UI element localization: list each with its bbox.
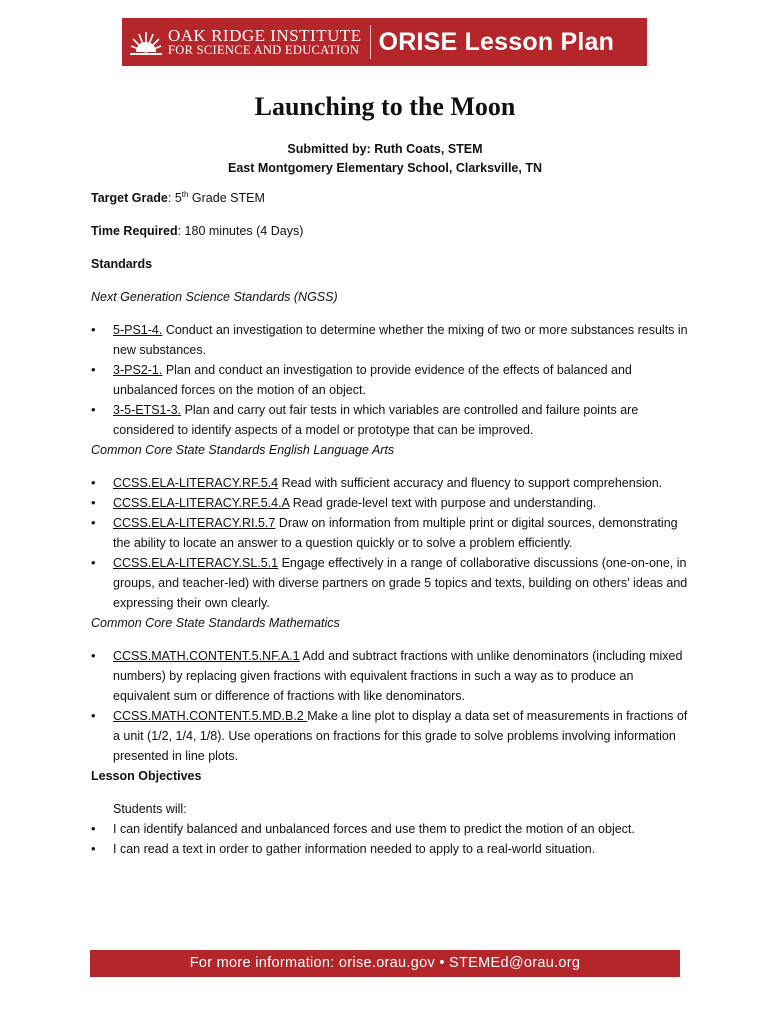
ela-item [91, 473, 691, 493]
ngss-item [91, 400, 691, 440]
ngss-item [91, 320, 691, 360]
objective-item: • I can identify balanced and unbalanced forces and use them to predict the motion of an object. [91, 819, 691, 839]
header-banner [122, 18, 647, 66]
math-list [91, 646, 691, 766]
standard-text: Draw on information from multiple print or digital sources, demonstrating the ability to locate an answer to a question quickly or to solve a problem efficiently. [113, 516, 678, 550]
orise-sun-logo-icon [130, 26, 162, 58]
banner-title: ORISE Lesson Plan [378, 27, 615, 56]
standard-text: Plan and conduct an investigation to provide evidence of the effects of balanced and unbalanced forces on the motion of an object. [113, 363, 632, 397]
standard-text: Add and subtract fractions with unlike denominators (including mixed numbers) by replacing given fractions with equivalent fractions in such a way as to produce an equivalent sum or difference of fractions with like denominators. [113, 649, 683, 703]
standards-heading: Standards [91, 257, 153, 271]
standard-text: Make a line plot to display a data set of measurements in fractions of a unit (1/2, 1/4, 1/8). Use operations on fractions for this grade to solve problems involving information presented in line plots. [113, 709, 688, 763]
ela-heading: Common Core State Standards English Language Arts [91, 443, 395, 457]
ela-item [91, 553, 691, 613]
institute-name [168, 27, 362, 58]
standard-code-link[interactable]: CCSS.MATH.CONTENT.5.NF.A.1 [113, 649, 300, 663]
target-grade-value: Grade STEM [188, 191, 265, 205]
target-grade-sep: : 5 [167, 191, 182, 205]
standard-code-link[interactable]: CCSS.ELA-LITERACY.RI.5.7 [113, 516, 276, 530]
banner-divider [370, 25, 371, 59]
standard-code-link[interactable]: 5-PS1-4. [113, 323, 163, 337]
school-name: East Montgomery Elementary School, Clarksville, TN [228, 161, 542, 175]
target-grade [91, 188, 691, 208]
standard-text: Read grade-level text with purpose and understanding. [289, 496, 597, 510]
standard-text: Engage effectively in a range of collaborative discussions (one-on-one, in groups, and teacher-led) with diverse partners on grade 5 topics and texts, building on others' ideas and expressing their own clearly. [113, 556, 688, 610]
ngss-heading: Next Generation Science Standards (NGSS) [91, 290, 338, 304]
lesson-title: Launching to the Moon [254, 92, 516, 121]
standard-text: Conduct an investigation to determine whether the mixing of two or more substances results in new substances. [113, 323, 688, 357]
objectives-intro: Students will: [113, 802, 187, 816]
standard-text: Plan and carry out fair tests in which variables are controlled and failure points are considered to identify aspects of a model or prototype that can be improved. [113, 403, 639, 437]
math-item [91, 706, 691, 766]
standard-code-link[interactable]: CCSS.MATH.CONTENT.5.MD.B.2 [113, 709, 308, 723]
objective-item: • I can read a text in order to gather information needed to apply to a real-world situation. [91, 839, 691, 859]
math-heading: Common Core State Standards Mathematics [91, 616, 340, 630]
ela-list [91, 473, 691, 613]
footer-banner: For more information: orise.orau.gov • STEMEd@orau.org [90, 950, 680, 977]
ela-item [91, 513, 691, 553]
target-grade-sup: th [181, 189, 189, 199]
submitted-by: Submitted by: Ruth Coats, STEM [287, 142, 483, 156]
time-required-label: Time Required [91, 224, 178, 238]
standard-text: Read with sufficient accuracy and fluency to support comprehension. [278, 476, 663, 490]
time-required [91, 221, 691, 241]
math-item [91, 646, 691, 706]
institute-name-line1: OAK RIDGE INSTITUTE [168, 25, 362, 45]
institute-name-line2: FOR SCIENCE AND EDUCATION [168, 43, 360, 58]
standard-code-link[interactable]: 3-5-ETS1-3. [113, 403, 182, 417]
target-grade-label: Target Grade [91, 191, 168, 205]
ela-item [91, 493, 691, 513]
standard-code-link[interactable]: CCSS.ELA-LITERACY.RF.5.4 [113, 476, 279, 490]
standard-code-link[interactable]: CCSS.ELA-LITERACY.RF.5.4.A [113, 496, 290, 510]
time-required-value: : 180 minutes (4 Days) [177, 224, 304, 238]
objectives-heading: Lesson Objectives [91, 769, 202, 783]
standard-code-link[interactable]: CCSS.ELA-LITERACY.SL.5.1 [113, 556, 279, 570]
ngss-list [91, 320, 691, 440]
lesson-body [91, 188, 691, 859]
standard-code-link[interactable]: 3-PS2-1. [113, 363, 163, 377]
objectives-list [91, 819, 691, 859]
ngss-item [91, 360, 691, 400]
